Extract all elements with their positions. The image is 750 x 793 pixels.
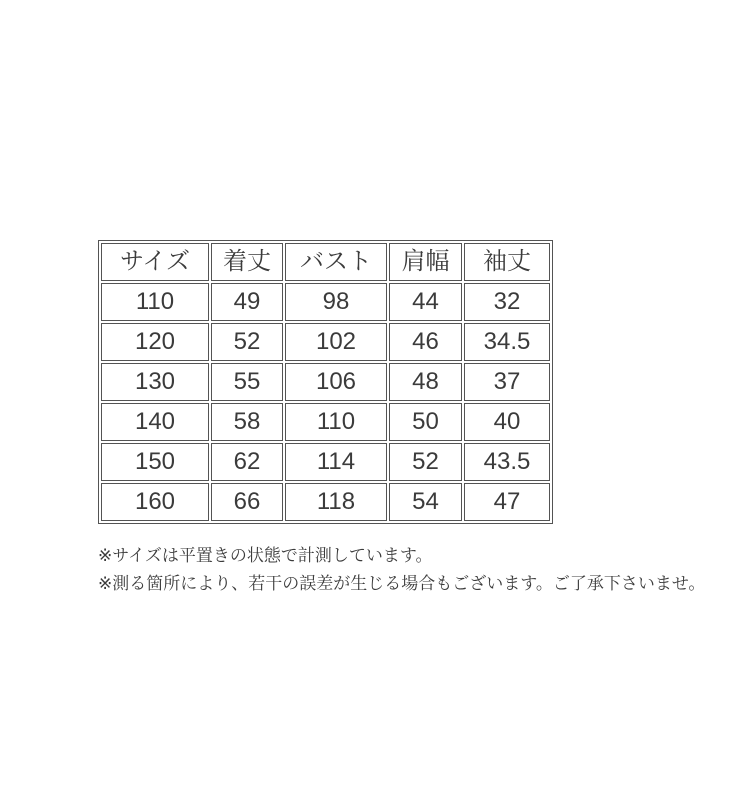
size-table-cell: 44 — [389, 283, 462, 321]
note-measurement-tolerance: ※測る箇所により、若干の誤差が生じる場合もございます。ご了承下さいませ。 — [98, 574, 706, 593]
size-table-cell: 120 — [101, 323, 209, 361]
size-table-cell: 150 — [101, 443, 209, 481]
size-table-cell: 140 — [101, 403, 209, 441]
note-flat-measurement: ※サイズは平置きの状態で計測しています。 — [98, 546, 433, 565]
size-table-cell: 52 — [389, 443, 462, 481]
size-table-cell: 130 — [101, 363, 209, 401]
size-table-cell: 58 — [211, 403, 283, 441]
size-table-header-cell: 着丈 — [211, 243, 283, 281]
size-table-header-row — [101, 243, 550, 281]
size-table-header-cell: 肩幅 — [389, 243, 462, 281]
size-table-header-cell: 袖丈 — [464, 243, 550, 281]
size-table-cell: 98 — [285, 283, 387, 321]
size-table-header-cell: バスト — [285, 243, 387, 281]
size-table-cell: 110 — [101, 283, 209, 321]
size-table-cell: 62 — [211, 443, 283, 481]
size-table-cell: 34.5 — [464, 323, 550, 361]
size-table-cell: 48 — [389, 363, 462, 401]
size-table-header-cell: サイズ — [101, 243, 209, 281]
size-table — [98, 240, 553, 524]
size-table-cell: 102 — [285, 323, 387, 361]
size-table-row — [101, 323, 550, 361]
size-table-cell: 55 — [211, 363, 283, 401]
size-table-row — [101, 363, 550, 401]
size-table-cell: 160 — [101, 483, 209, 521]
size-table-cell: 46 — [389, 323, 462, 361]
size-table-cell: 37 — [464, 363, 550, 401]
size-table-row — [101, 483, 550, 521]
size-table-cell: 106 — [285, 363, 387, 401]
size-table-cell: 49 — [211, 283, 283, 321]
size-table-cell: 47 — [464, 483, 550, 521]
size-table-cell: 50 — [389, 403, 462, 441]
size-table-row — [101, 403, 550, 441]
size-table-cell: 54 — [389, 483, 462, 521]
size-table-row — [101, 443, 550, 481]
size-table-cell: 43.5 — [464, 443, 550, 481]
size-table-cell: 110 — [285, 403, 387, 441]
size-table-cell: 118 — [285, 483, 387, 521]
size-table-row — [101, 283, 550, 321]
size-table-cell: 32 — [464, 283, 550, 321]
size-table-cell: 66 — [211, 483, 283, 521]
size-table-cell: 52 — [211, 323, 283, 361]
size-table-cell: 114 — [285, 443, 387, 481]
size-table-cell: 40 — [464, 403, 550, 441]
size-table-body — [101, 283, 550, 521]
